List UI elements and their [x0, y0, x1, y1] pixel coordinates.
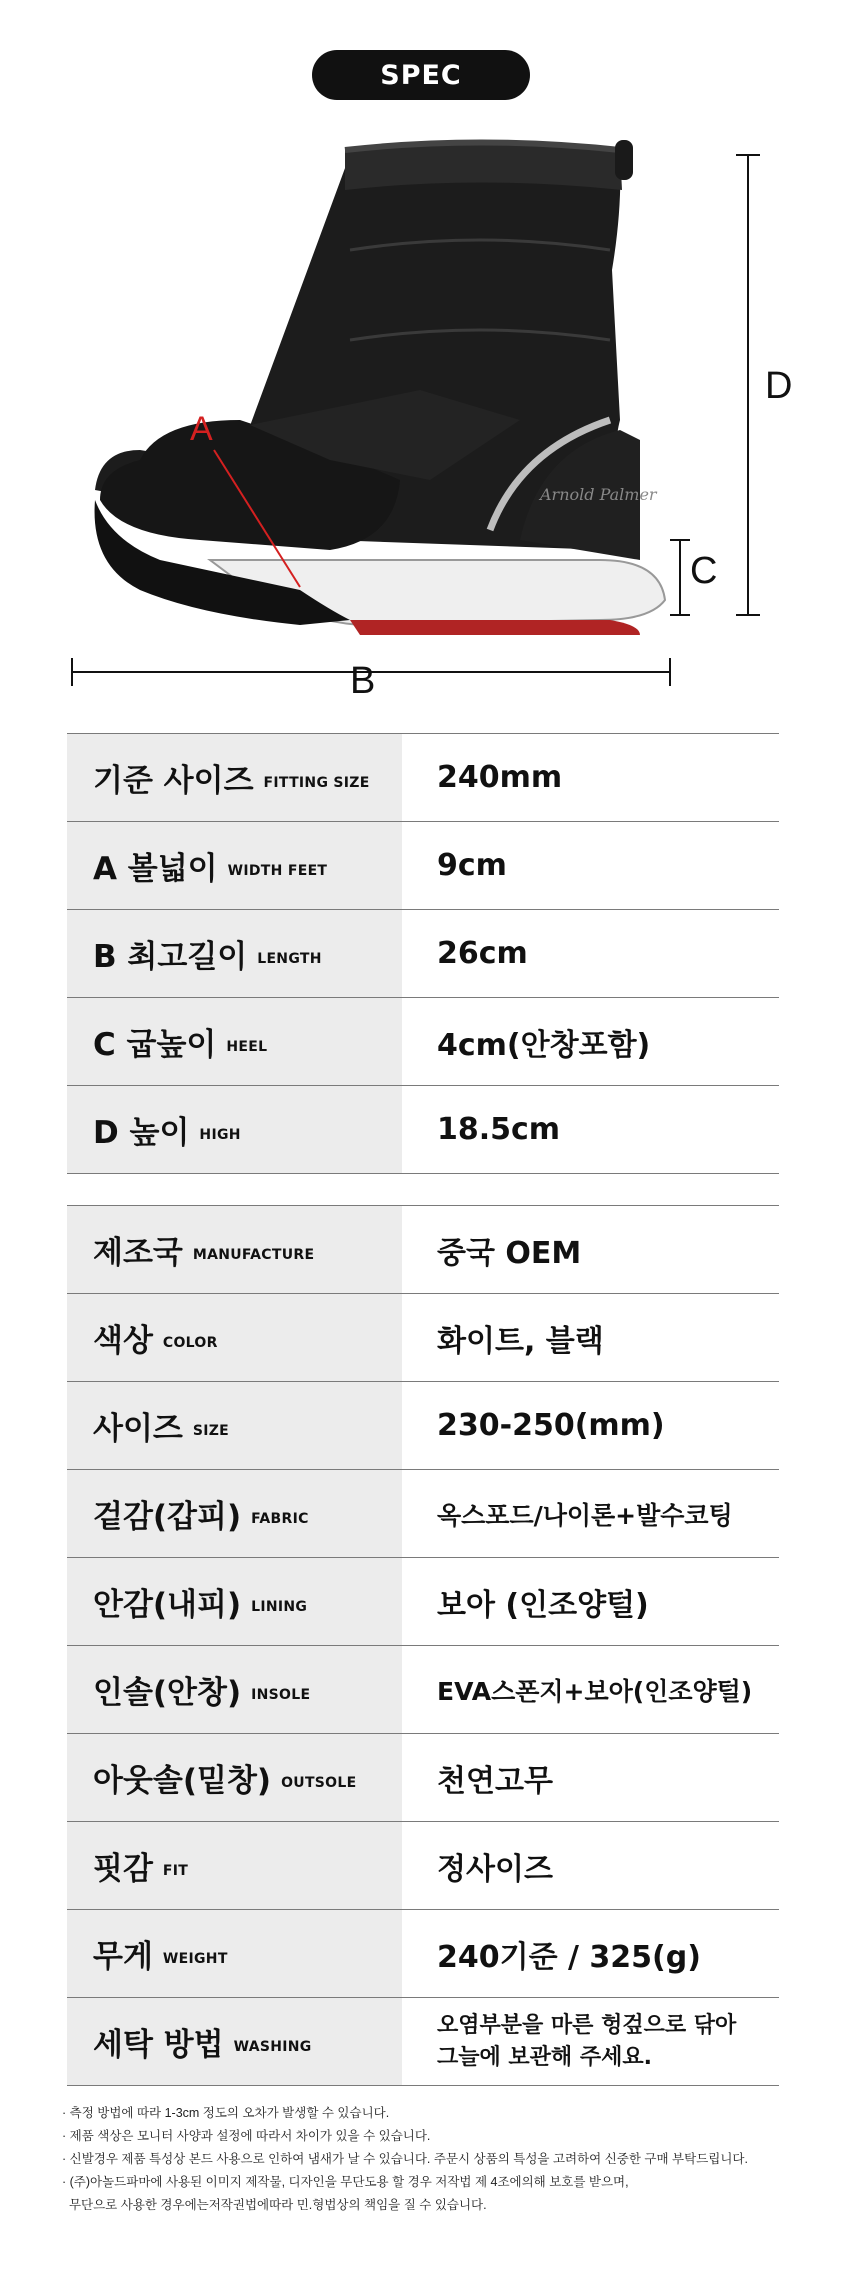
row-value: 화이트, 블랙	[437, 1323, 604, 1359]
note-line: · (주)아놀드파마에 사용된 이미지 제작물, 디자인을 무단도용 할 경우 저작법 제 4조에의해 보호를 받으며,	[62, 2175, 629, 2189]
row-label: C 굽높이	[93, 1027, 217, 1063]
row-value: 천연고무	[437, 1763, 553, 1799]
row-label: 핏감	[93, 1851, 153, 1887]
row-label: 색상	[93, 1323, 153, 1359]
row-value: 중국 OEM	[437, 1235, 582, 1271]
row-label-en: SIZE	[192, 1422, 230, 1439]
row-label-en: WIDTH FEET	[227, 862, 328, 879]
row-label: 사이즈	[93, 1411, 183, 1447]
spec-title: SPEC	[380, 59, 462, 91]
table-row	[67, 1734, 779, 1822]
row-label-en: LENGTH	[257, 950, 322, 967]
row-label-en: HEEL	[226, 1038, 268, 1055]
table-row	[67, 1646, 779, 1734]
row-label: 세탁 방법	[93, 2027, 224, 2063]
washing-line-1: 오염부분을 마른 헝겊으로 닦아	[437, 2012, 737, 2038]
table-row	[67, 1822, 779, 1910]
note-line: 무단으로 사용한 경우에는저작권법에따라 민.형법상의 책임을 질 수 있습니다.	[62, 2198, 487, 2212]
table-row	[67, 1558, 779, 1646]
washing-line-2: 그늘에 보관해 주세요.	[437, 2044, 652, 2070]
row-value: 옥스포드/나이론+발수코팅	[437, 1500, 733, 1530]
product-info-table	[67, 1205, 779, 2086]
table-row	[67, 1206, 779, 1294]
row-value: 보아 (인조양털)	[437, 1587, 649, 1623]
row-value: 18.5cm	[437, 1112, 561, 1147]
row-label: 겉감(갑피)	[93, 1499, 242, 1535]
row-value: 9cm	[437, 848, 507, 883]
row-label: 인솔(안창)	[93, 1675, 242, 1711]
row-value	[402, 1998, 779, 2085]
table-row	[67, 822, 779, 910]
row-value: 240기준 / 325(g)	[437, 1939, 701, 1975]
row-value: 230-250(mm)	[437, 1408, 665, 1443]
dim-label-a: A	[190, 410, 213, 448]
row-label-en: FABRIC	[251, 1510, 309, 1527]
row-value: 26cm	[437, 936, 528, 971]
row-label: 기준 사이즈	[93, 763, 254, 799]
row-label: 제조국	[93, 1235, 183, 1271]
table-row	[67, 1910, 779, 1998]
table-row	[67, 734, 779, 822]
dim-label-c: C	[690, 550, 718, 592]
note-line: · 신발경우 제품 특성상 본드 사용으로 인하여 냄새가 날 수 있습니다. 주문시 상품의 특성을 고려하여 신중한 구매 부탁드립니다.	[62, 2152, 748, 2166]
row-value: 240mm	[437, 760, 563, 795]
row-label: 무게	[93, 1939, 153, 1975]
note-line: · 측정 방법에 따라 1-3cm 정도의 오차가 발생할 수 있습니다.	[62, 2106, 390, 2120]
row-label-en: MANUFACTURE	[192, 1246, 315, 1263]
row-label: D 높이	[93, 1115, 190, 1151]
table-row	[67, 1470, 779, 1558]
dim-label-b: B	[350, 660, 376, 702]
table-row	[67, 1998, 779, 2086]
table-row	[67, 1382, 779, 1470]
row-label-en: HIGH	[199, 1126, 241, 1143]
row-value: 정사이즈	[437, 1851, 553, 1887]
row-label: 아웃솔(밑창)	[93, 1763, 272, 1799]
boot-diagram	[0, 120, 860, 710]
svg-text:Arnold Palmer: Arnold Palmer	[540, 485, 657, 504]
table-row	[67, 998, 779, 1086]
row-value: 4cm(안창포함)	[437, 1027, 651, 1063]
table-row	[67, 1086, 779, 1174]
row-label-en: FIT	[162, 1862, 189, 1879]
row-label-en: WEIGHT	[162, 1950, 228, 1967]
row-label-en: COLOR	[162, 1334, 218, 1351]
row-label-en: LINING	[251, 1598, 308, 1615]
spec-title-badge	[312, 50, 530, 100]
table-row	[67, 1294, 779, 1382]
row-label-en: INSOLE	[251, 1686, 311, 1703]
dim-label-d: D	[765, 365, 793, 407]
row-label: A 볼넓이	[93, 851, 218, 887]
notes-section	[62, 2102, 832, 2217]
row-label-en: WASHING	[233, 2038, 312, 2055]
boot-image	[0, 120, 860, 710]
row-label: B 최고길이	[93, 939, 248, 975]
note-line: · 제품 색상은 모니터 사양과 설정에 따라서 차이가 있을 수 있습니다.	[62, 2129, 431, 2143]
row-label-en: OUTSOLE	[281, 1774, 357, 1791]
row-label-en: FITTING SIZE	[263, 774, 370, 791]
size-spec-table	[67, 733, 779, 1174]
table-row	[67, 910, 779, 998]
row-value: EVA스폰지+보아(인조양털)	[437, 1676, 753, 1706]
row-label: 안감(내피)	[93, 1587, 242, 1623]
